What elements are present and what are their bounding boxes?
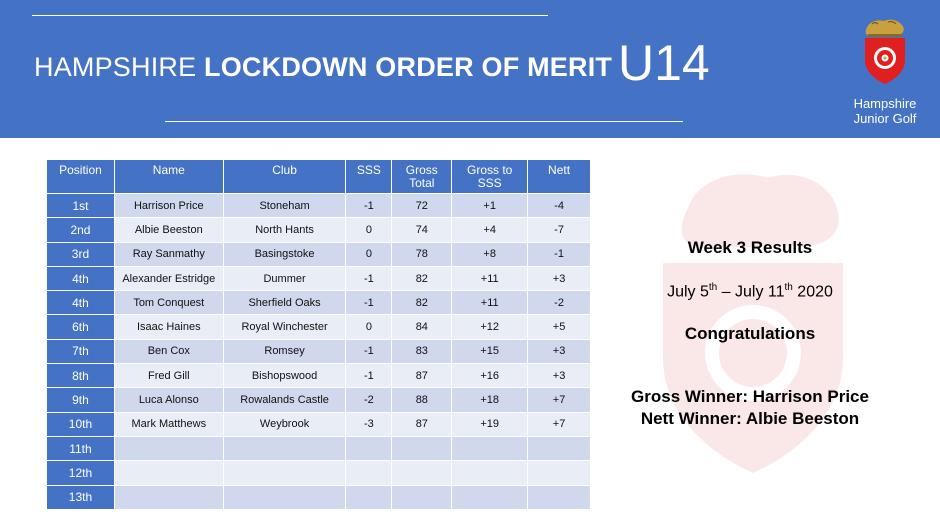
results-body <box>47 194 591 510</box>
gross-to-sss-cell: +8 <box>452 242 528 266</box>
gross-total-cell: 88 <box>392 388 452 412</box>
name-cell: Luca Alonso <box>114 388 223 412</box>
gross-to-sss-cell <box>452 436 528 460</box>
name-cell: Mark Matthews <box>114 412 223 436</box>
club-cell: Royal Winchester <box>223 315 346 339</box>
gross-total-cell: 83 <box>392 339 452 363</box>
table-row <box>47 194 591 218</box>
table-row <box>47 364 591 388</box>
title-bold: LOCKDOWN ORDER OF MERIT <box>204 52 613 82</box>
gross-total-cell <box>392 461 452 485</box>
name-cell: Isaac Haines <box>114 315 223 339</box>
nett-cell: -2 <box>528 291 591 315</box>
results-table <box>46 159 591 510</box>
club-cell: North Hants <box>223 218 346 242</box>
date-range <box>600 282 900 301</box>
table-row <box>47 339 591 363</box>
logo-line-1: Hampshire <box>853 96 917 111</box>
position-cell: 7th <box>47 339 115 363</box>
position-cell: 3rd <box>47 242 115 266</box>
sss-cell: -1 <box>346 194 392 218</box>
gross-total-cell <box>392 436 452 460</box>
col-gross-total: Gross Total <box>392 160 452 194</box>
club-cell: Dummer <box>223 266 346 290</box>
sss-cell <box>346 436 392 460</box>
club-cell: Rowalands Castle <box>223 388 346 412</box>
position-cell: 2nd <box>47 218 115 242</box>
table-row <box>47 315 591 339</box>
divider-top <box>32 15 548 16</box>
nett-cell: +3 <box>528 364 591 388</box>
nett-cell: +3 <box>528 339 591 363</box>
nett-cell: +7 <box>528 412 591 436</box>
age-group-label: U14 <box>618 35 710 91</box>
nett-cell: -1 <box>528 242 591 266</box>
sss-cell <box>346 461 392 485</box>
gross-to-sss-cell: +12 <box>452 315 528 339</box>
name-cell: Harrison Price <box>114 194 223 218</box>
position-cell: 13th <box>47 485 115 509</box>
position-cell: 4th <box>47 266 115 290</box>
table-row <box>47 388 591 412</box>
name-cell: Tom Conquest <box>114 291 223 315</box>
table-row <box>47 242 591 266</box>
nett-cell: -7 <box>528 218 591 242</box>
gross-total-cell: 84 <box>392 315 452 339</box>
name-cell: Ray Sanmathy <box>114 242 223 266</box>
logo-line-2: Junior Golf <box>853 111 917 126</box>
club-cell: Bishopswood <box>223 364 346 388</box>
nett-cell: +3 <box>528 266 591 290</box>
gross-total-cell <box>392 485 452 509</box>
club-cell: Weybrook <box>223 412 346 436</box>
position-cell: 11th <box>47 436 115 460</box>
sss-cell: 0 <box>346 315 392 339</box>
gross-to-sss-cell: +19 <box>452 412 528 436</box>
nett-cell <box>528 436 591 460</box>
gross-total-cell: 87 <box>392 412 452 436</box>
position-cell: 9th <box>47 388 115 412</box>
col-position: Position <box>47 160 115 194</box>
nett-cell: +7 <box>528 388 591 412</box>
position-cell: 1st <box>47 194 115 218</box>
sss-cell: 0 <box>346 242 392 266</box>
sss-cell: -1 <box>346 364 392 388</box>
nett-cell: -4 <box>528 194 591 218</box>
col-sss: SSS <box>346 160 392 194</box>
date-end-suffix: th <box>784 282 793 293</box>
table-row <box>47 436 591 460</box>
nett-winner: Nett Winner: Albie Beeston <box>640 409 860 428</box>
sss-cell: -1 <box>346 291 392 315</box>
gross-to-sss-cell <box>452 461 528 485</box>
col-club: Club <box>223 160 346 194</box>
date-start-suffix: th <box>708 282 718 293</box>
table-row <box>47 218 591 242</box>
gross-to-sss-cell: +18 <box>452 388 528 412</box>
divider-bottom <box>165 121 683 122</box>
page-title <box>34 52 612 83</box>
logo-text <box>846 96 924 126</box>
name-cell: Albie Beeston <box>114 218 223 242</box>
club-cell: Romsey <box>223 339 346 363</box>
club-cell: Basingstoke <box>223 242 346 266</box>
sss-cell <box>346 485 392 509</box>
gross-to-sss-cell: +1 <box>452 194 528 218</box>
nett-cell <box>528 461 591 485</box>
table-row <box>47 291 591 315</box>
gross-total-cell: 74 <box>392 218 452 242</box>
nett-cell <box>528 485 591 509</box>
table-row <box>47 485 591 509</box>
gross-winner: Gross Winner: Harrison Price <box>631 387 869 406</box>
title-light: HAMPSHIRE <box>34 52 205 82</box>
gross-total-cell: 72 <box>392 194 452 218</box>
sss-cell: -1 <box>346 339 392 363</box>
gross-total-cell: 87 <box>392 364 452 388</box>
sss-cell: 0 <box>346 218 392 242</box>
position-cell: 12th <box>47 461 115 485</box>
col-gross-to-sss: Gross to SSS <box>452 160 528 194</box>
gross-total-cell: 78 <box>392 242 452 266</box>
col-name: Name <box>114 160 223 194</box>
club-cell: Stoneham <box>223 194 346 218</box>
nett-cell: +5 <box>528 315 591 339</box>
name-cell: Fred Gill <box>114 364 223 388</box>
congratulations-heading: Congratulations <box>684 324 816 343</box>
gross-to-sss-cell: +15 <box>452 339 528 363</box>
gross-to-sss-cell <box>452 485 528 509</box>
club-cell <box>223 485 346 509</box>
sss-cell: -2 <box>346 388 392 412</box>
gross-total-cell: 82 <box>392 291 452 315</box>
gross-to-sss-cell: +11 <box>452 266 528 290</box>
date-separator: – July 11 <box>717 283 785 301</box>
gross-total-cell: 82 <box>392 266 452 290</box>
gross-to-sss-cell: +11 <box>452 291 528 315</box>
name-cell <box>114 485 223 509</box>
lion-rose-icon <box>858 16 912 88</box>
name-cell: Alexander Estridge <box>114 266 223 290</box>
position-cell: 4th <box>47 291 115 315</box>
position-cell: 10th <box>47 412 115 436</box>
name-cell <box>114 436 223 460</box>
club-cell <box>223 461 346 485</box>
date-start: July 5 <box>667 283 709 301</box>
col-nett: Nett <box>528 160 591 194</box>
table-row <box>47 266 591 290</box>
header-banner <box>0 0 940 138</box>
watermark-crest-icon <box>648 168 858 478</box>
table-row <box>47 412 591 436</box>
name-cell <box>114 461 223 485</box>
club-cell: Sherfield Oaks <box>223 291 346 315</box>
sss-cell: -1 <box>346 266 392 290</box>
table-row <box>47 461 591 485</box>
hampshire-junior-golf-logo <box>846 16 924 126</box>
sss-cell: -3 <box>346 412 392 436</box>
position-cell: 6th <box>47 315 115 339</box>
name-cell: Ben Cox <box>114 339 223 363</box>
gross-to-sss-cell: +4 <box>452 218 528 242</box>
gross-to-sss-cell: +16 <box>452 364 528 388</box>
club-cell <box>223 436 346 460</box>
table-header-row <box>47 160 591 194</box>
week-title: Week 3 Results <box>687 238 813 257</box>
position-cell: 8th <box>47 364 115 388</box>
date-year: 2020 <box>792 283 833 301</box>
